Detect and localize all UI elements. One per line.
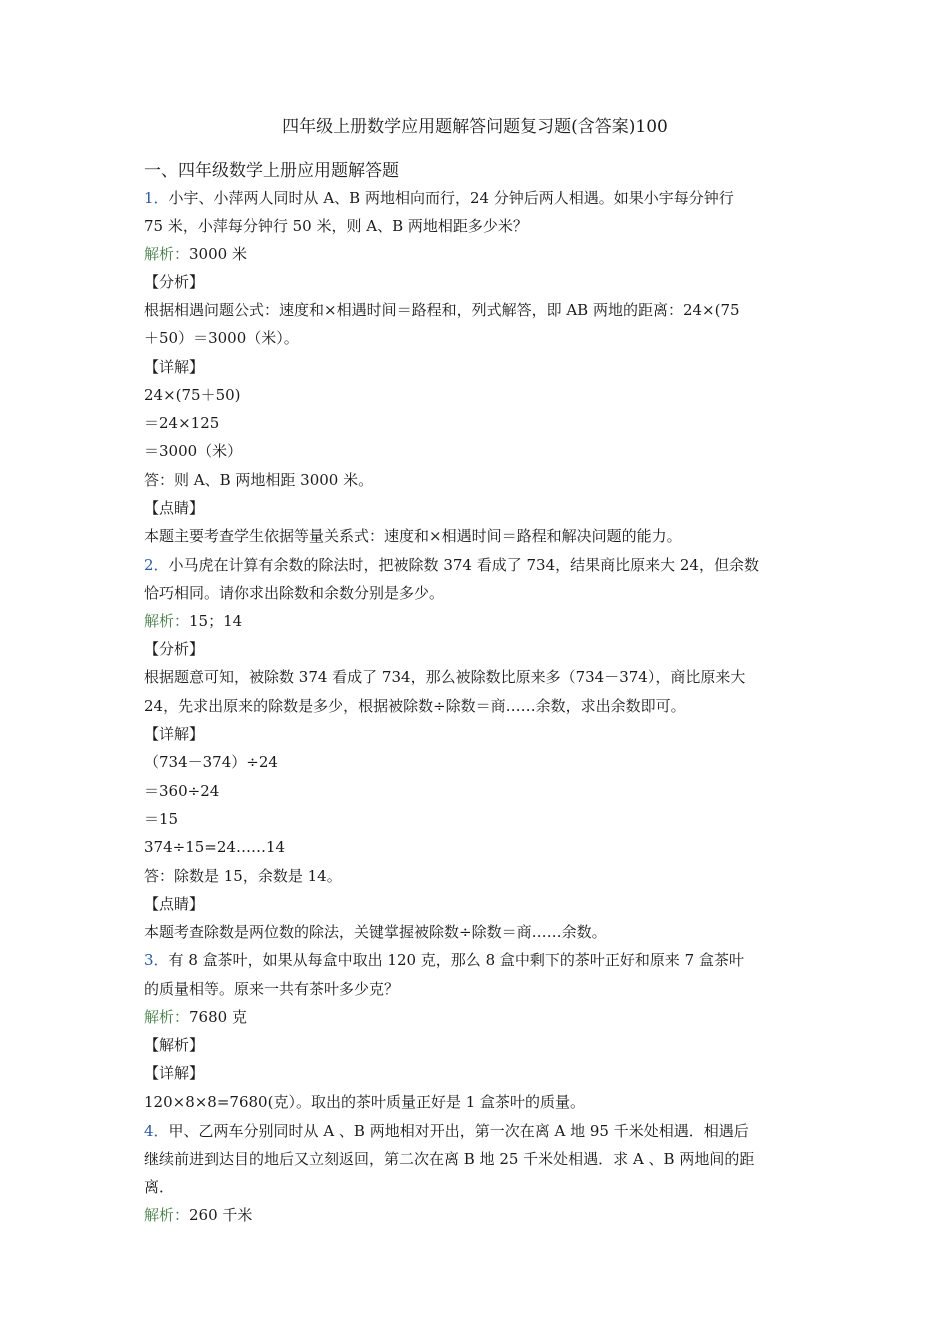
detail-line: 答：除数是 15，余数是 14。 — [144, 867, 342, 885]
remark-heading: 【点睛】 — [144, 895, 205, 913]
question-2-line-1 — [144, 555, 759, 575]
detail-line: 120×8×8=7680(克）。取出的茶叶质量正好是 1 盒茶叶的质量。 — [144, 1093, 586, 1111]
detail-line: ＝15 — [144, 810, 179, 828]
question-number: 3． — [144, 951, 169, 969]
detail-line: ＝3000（米） — [144, 442, 243, 460]
question-text: 小宇、小萍两人同时从 A、B 两地相向而行，24 分钟后两人相遇。如果小宇每分钟行 — [168, 189, 734, 207]
question-text: 小马虎在计算有余数的除法时，把被除数 374 看成了 734，结果商比原来大 24，但余数 — [168, 556, 759, 574]
question-text: 有 8 盒茶叶，如果从每盒中取出 120 克，那么 8 盒中剩下的茶叶正好和原来 7 盒茶叶 — [168, 951, 744, 969]
remark-text: 本题考查除数是两位数的除法，关键掌握被除数÷除数＝商……余数。 — [144, 923, 607, 941]
answer-value: 7680 克 — [189, 1008, 247, 1026]
question-1-line-2: 75 米，小萍每分钟行 50 米，则 A、B 两地相距多少米？ — [144, 217, 528, 235]
detail-line: （734－374）÷24 — [144, 753, 278, 771]
question-3-line-1 — [144, 950, 744, 970]
question-text: 甲、乙两车分别同时从 A 、B 两地相对开出，第一次在离 A 地 95 千米处相遇．相遇后 — [168, 1122, 749, 1140]
analysis-text: 根据题意可知，被除数 374 看成了 734，那么被除数比原来多（734－374），商比原来大 — [144, 668, 746, 686]
answer-label: 解析： — [144, 245, 190, 263]
answer-value: 3000 米 — [189, 245, 247, 263]
detail-heading: 【详解】 — [144, 358, 205, 376]
analysis-text: ＋50）＝3000（米）。 — [144, 329, 299, 347]
question-3-line-2: 的质量相等。原来一共有茶叶多少克？ — [144, 980, 400, 998]
remark-text: 本题主要考查学生依据等量关系式：速度和×相遇时间＝路程和解决问题的能力。 — [144, 527, 682, 545]
detail-line: ＝24×125 — [144, 414, 220, 432]
answer-value: 15；14 — [189, 612, 243, 630]
question-4-line-2: 继续前进到达目的地后又立刻返回，第二次在离 B 地 25 千米处相遇．求 A 、B 两地间的距 — [144, 1150, 755, 1168]
detail-line: ＝360÷24 — [144, 782, 220, 800]
detail-line: 374÷15=24……14 — [144, 838, 286, 856]
question-number: 1． — [144, 189, 169, 207]
detail-heading: 【详解】 — [144, 1064, 205, 1082]
analysis-text: 根据相遇问题公式：速度和×相遇时间＝路程和，列式解答，即 AB 两地的距离：24×(75 — [144, 301, 740, 319]
answer-label: 解析： — [144, 612, 190, 630]
question-3-answer — [144, 1007, 247, 1027]
question-1-answer — [144, 244, 247, 264]
answer-label: 解析： — [144, 1008, 190, 1026]
question-number: 4． — [144, 1122, 169, 1140]
detail-line: 24×(75＋50) — [144, 386, 241, 404]
document-title: 四年级上册数学应用题解答问题复习题(含答案)100 — [282, 117, 668, 137]
section-heading: 一、四年级数学上册应用题解答题 — [144, 161, 399, 181]
analysis-heading: 【分析】 — [144, 640, 205, 658]
analysis-text: 24，先求出原来的除数是多少，根据被除数÷除数＝商……余数，求出余数即可。 — [144, 697, 686, 715]
detail-line: 答：则 A、B 两地相距 3000 米。 — [144, 471, 374, 489]
analysis-heading: 【分析】 — [144, 273, 205, 291]
analysis-heading: 【解析】 — [144, 1036, 205, 1054]
answer-value: 260 千米 — [189, 1206, 253, 1224]
answer-label: 解析： — [144, 1206, 190, 1224]
question-1-line-1 — [144, 188, 734, 208]
detail-heading: 【详解】 — [144, 725, 205, 743]
question-4-line-3: 离． — [144, 1178, 175, 1196]
question-4-line-1 — [144, 1121, 749, 1141]
question-2-line-2: 恰巧相同。请你求出除数和余数分别是多少。 — [144, 584, 445, 602]
remark-heading: 【点睛】 — [144, 499, 205, 517]
question-2-answer — [144, 611, 242, 631]
question-4-answer — [144, 1205, 252, 1225]
question-number: 2． — [144, 556, 169, 574]
